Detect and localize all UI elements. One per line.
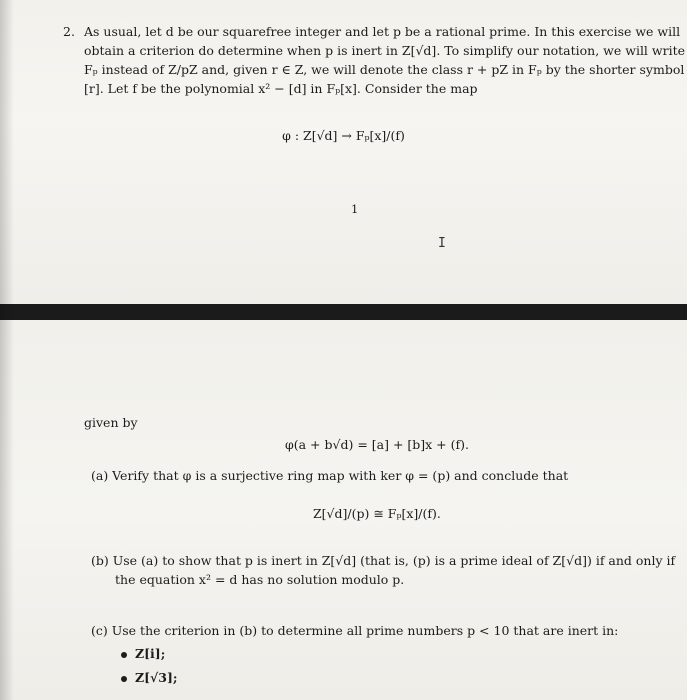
intro-line-4: [r]. Let f be the polynomial x² − [d] in Fₚ[x]. Consider the map	[84, 81, 478, 96]
page-gap	[0, 304, 687, 320]
map-definition: φ : Z[√d] → Fₚ[x]/(f)	[282, 128, 405, 143]
part-b-line-1: (b) Use (a) to show that p is inert in Z[√d] (that is, (p) is a prime ideal of Z[√d]) if and only if	[91, 553, 676, 568]
problem-number: 2.	[63, 24, 75, 39]
text-cursor-icon: I	[438, 236, 446, 251]
page-number: 1	[351, 202, 359, 216]
intro-line-3: Fₚ instead of Z/pZ and, given r ∈ Z, we will denote the class r + pZ in Fₚ by the shorter symbol	[84, 62, 685, 77]
map-formula: φ(a + b√d) = [a] + [b]x + (f).	[285, 437, 469, 452]
part-a-formula: Z[√d]/(p) ≅ Fₚ[x]/(f).	[313, 506, 441, 521]
part-a: (a) Verify that φ is a surjective ring map with ker φ = (p) and conclude that	[91, 468, 569, 483]
intro-line-2: obtain a criterion do determine when p is inert in Z[√d]. To simplify our notation, we will write	[84, 43, 686, 58]
page-shadow	[0, 0, 14, 700]
bullet-icon	[121, 676, 127, 682]
part-b-line-2: the equation x² = d has no solution modulo p.	[115, 572, 405, 587]
given-by: given by	[84, 415, 138, 430]
part-c-item-1: Z[i];	[135, 646, 166, 661]
bullet-icon	[121, 652, 127, 658]
intro-line-1: As usual, let d be our squarefree integer and let p be a rational prime. In this exercise we will	[84, 24, 681, 39]
part-c: (c) Use the criterion in (b) to determine all prime numbers p < 10 that are inert in:	[91, 623, 619, 638]
part-c-item-2: Z[√3];	[135, 670, 178, 685]
